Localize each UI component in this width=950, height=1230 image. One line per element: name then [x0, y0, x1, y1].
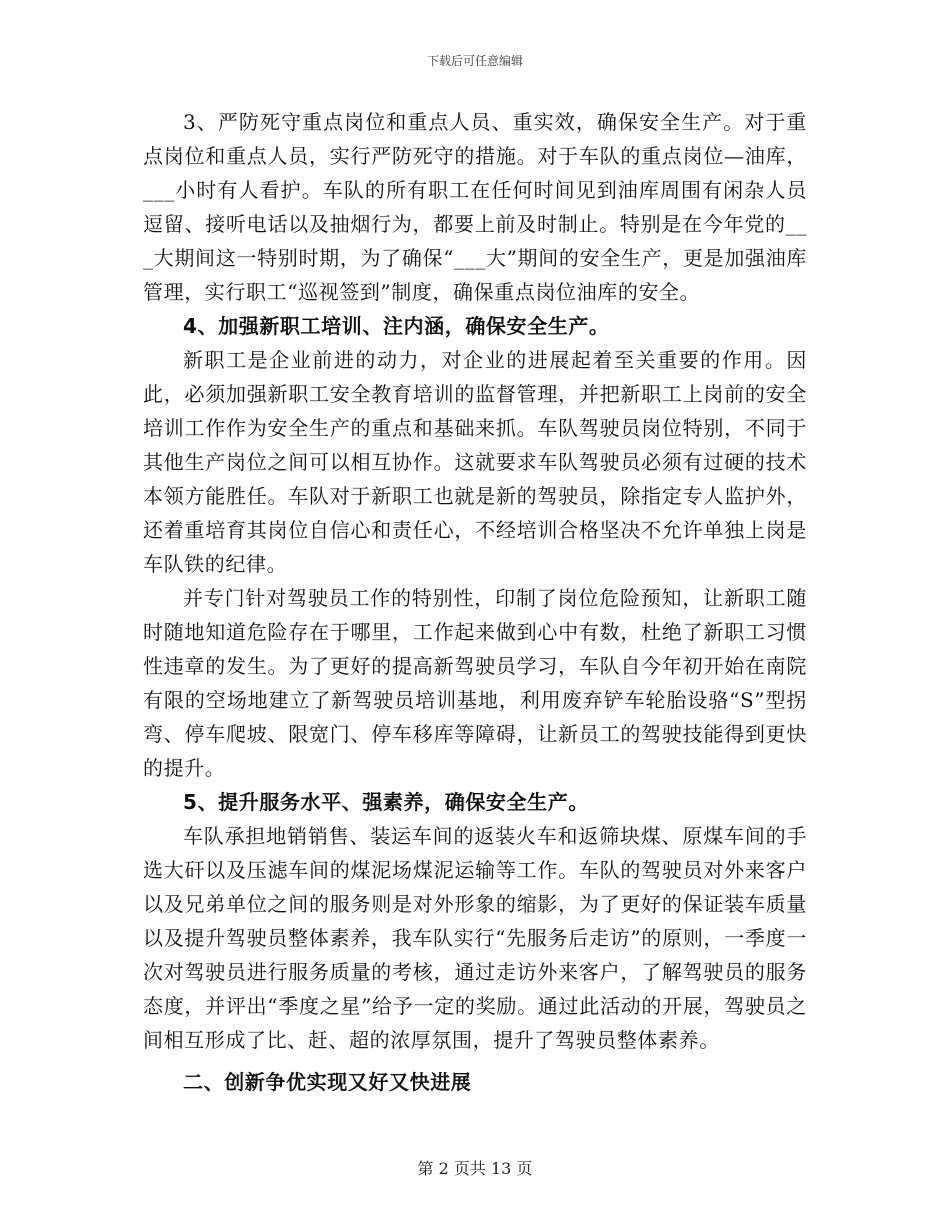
paragraph-key-posts: 3、严防死守重点岗位和重点人员、重实效，确保安全生产。对于重点岗位和重点人员，实行严防死守的措施。对于车队的重点岗位—油库，___小时有人看护。车队的所有职工在任何时间见到油库周围有闲杂人员逗留、接听电话以及抽烟行为，都要上前及时制止。特别是在今年党的___大期间这一特别时期，为了确保“___大”期间的安全生产，更是加强油库管理，实行职工“巡视签到”制度，确保重点岗位油库的安全。 — [143, 110, 807, 304]
page-header-note: 下载后可任意编辑 — [426, 54, 523, 68]
heading-service-level: 5、提升服务水平、强素养，确保安全生产。 — [183, 790, 589, 814]
heading-new-staff-training: 4、加强新职工培训、注内涵，确保安全生产。 — [183, 314, 610, 338]
paragraph-service-quality: 车队承担地销销售、装运车间的返装火车和返筛块煤、原煤车间的手选大矸以及压滤车间的煤泥场煤泥运输等工作。车队的驾驶员对外来客户以及兄弟单位之间的服务则是对外形象的缩影，为了更好的保证装车质量以及提升驾驶员整体素养，我车队实行“先服务后走访”的原则，一季度一次对驾驶员进行服务质量的考核，通过走访外来客户，了解驾驶员的服务态度，并评出“季度之星”给予一定的奖励。通过此活动的开展，驾驶员之间相互形成了比、赶、超的浓厚氛围，提升了驾驶员整体素养。 — [143, 824, 807, 1052]
paragraph-training-base: 并专门针对驾驶员工作的特别性，印制了岗位危险预知，让新职工随时随地知道危险存在于哪里，工作起来做到心中有数，杜绝了新职工习惯性违章的发生。为了更好的提高新驾驶员学习，车队自今年初开始在南院有限的空场地建立了新驾驶员培训基地，利用废弃铲车轮胎设骆“S”型拐弯、停车爬坡、限宽门、停车移库等障碍，让新员工的驾驶技能得到更快的提升。 — [143, 586, 807, 780]
heading-section-two: 二、创新争优实现又好又快进展 — [183, 1070, 472, 1094]
page-number-footer: 第 2 页共 13 页 — [417, 1159, 533, 1178]
document-body — [143, 105, 807, 1099]
paragraph-new-staff-importance: 新职工是企业前进的动力，对企业的进展起着至关重要的作用。因此，必须加强新职工安全教育培训的监督管理，并把新职工上岗前的安全培训工作作为安全生产的重点和基础来抓。车队驾驶员岗位特别，不同于其他生产岗位之间可以相互协作。这就要求车队驾驶员必须有过硬的技术本领方能胜任。车队对于新职工也就是新的驾驶员，除指定专人监护外，还着重培育其岗位自信心和责任心，不经培训合格坚决不允许单独上岗是车队铁的纪律。 — [143, 348, 807, 576]
